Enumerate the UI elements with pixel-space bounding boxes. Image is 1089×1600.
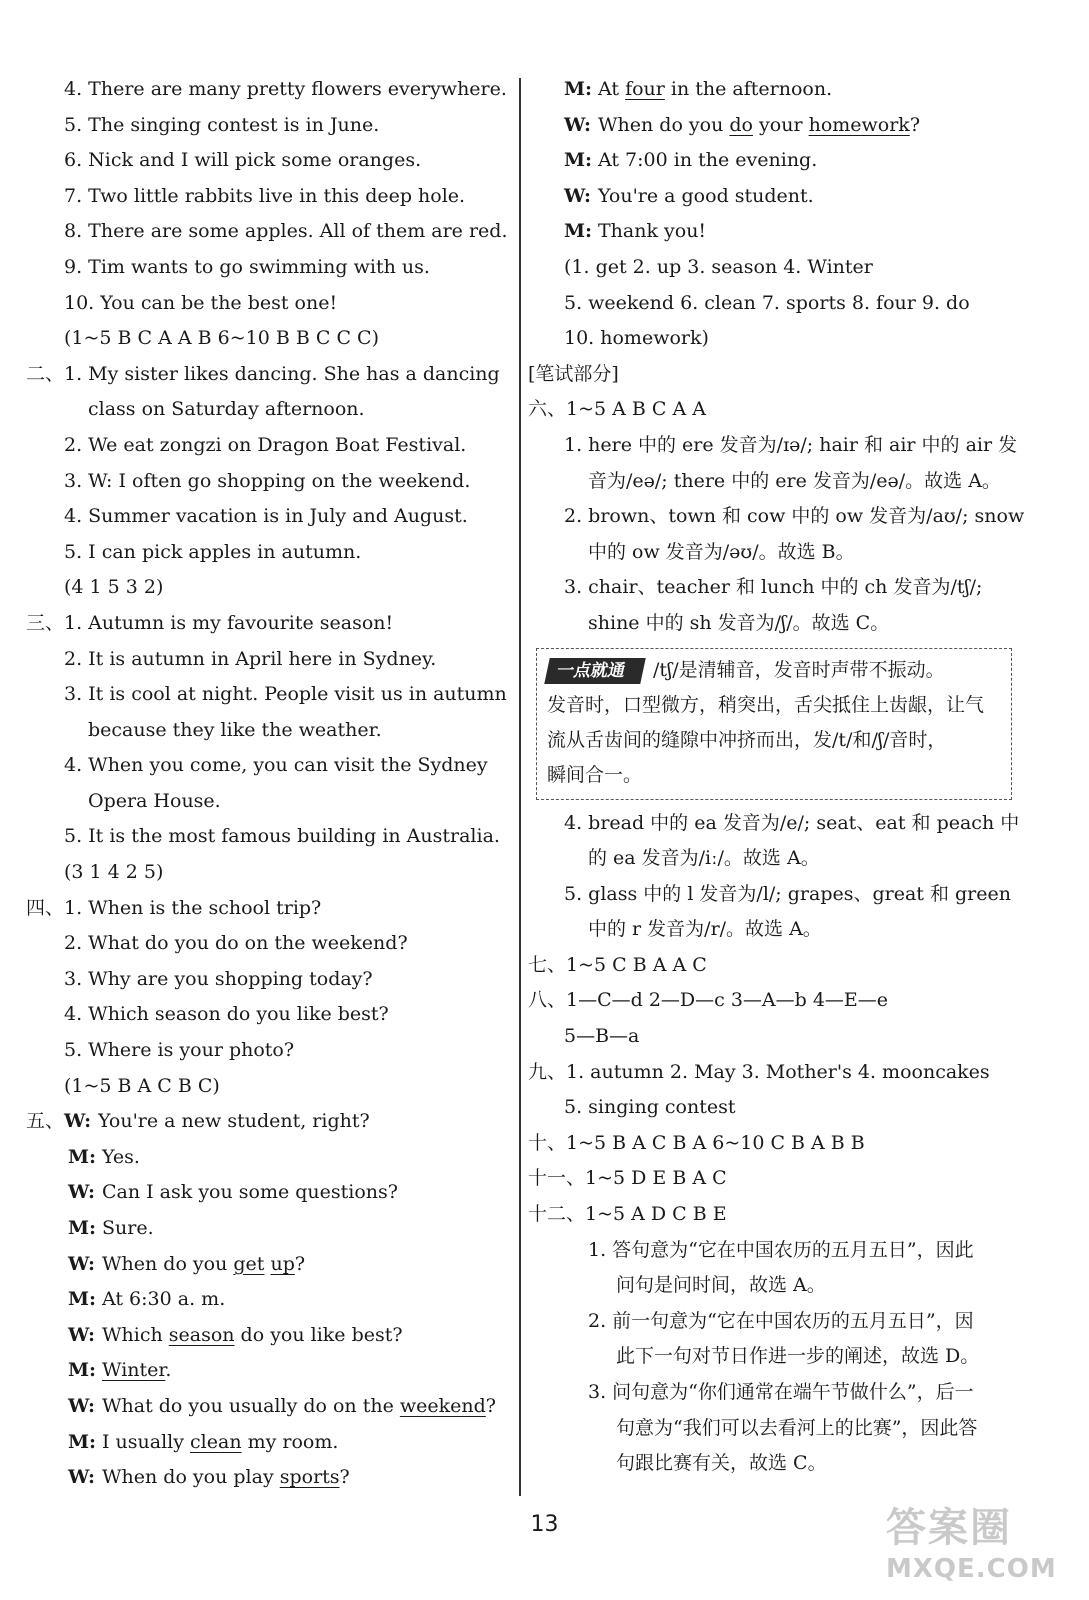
answer-key-line: 5. weekend 6. clean 7. sports 8. four 9. do (564, 291, 970, 314)
answer-key-line: (1~5 B C A A B 6~10 B B C C C) (64, 327, 379, 350)
section-8-heading: 八、1—C—d 2—D—c 3—A—b 4—E—e (528, 989, 889, 1012)
explanation-line: 5. glass 中的 l 发音为/l/; grapes、great 和 green (564, 882, 1011, 905)
dialogue-line (26, 1211, 514, 1247)
underlined-answer: do (729, 113, 753, 136)
underlined-answer: season (168, 1323, 235, 1346)
speaker-label: W: (564, 113, 592, 136)
speaker-label: M: (68, 1359, 97, 1382)
dialogue-text: my room. (241, 1430, 339, 1453)
page-number: 13 (530, 1512, 559, 1537)
explanation-line: 4. bread 中的 ea 发音为/e/; seat、eat 和 peach 中 (564, 811, 1020, 834)
explanation-line: 2. 前一句意为“它在中国农历的五月五日”，因 (588, 1309, 974, 1332)
dialogue-text: At 6:30 a. m. (102, 1288, 226, 1311)
underlined-answer: up (270, 1252, 295, 1275)
dialogue-text: Thank you! (598, 220, 707, 243)
section-12-heading: 十二、1~5 A D C B E (528, 1203, 727, 1226)
dialogue-line (528, 108, 1018, 144)
section-2-heading: 二、1. My sister likes dancing. She has a dancing (26, 362, 500, 385)
dialogue-line (26, 1247, 514, 1283)
speaker-label: W: (68, 1394, 96, 1417)
underlined-answer: weekend (399, 1394, 486, 1417)
dialogue-text: ? (909, 113, 920, 136)
written-part-heading: [笔试部分] (528, 362, 619, 385)
dialogue-text: When do you (102, 1252, 234, 1275)
dialogue-text: ? (294, 1252, 306, 1275)
dialogue-text: You're a good student. (598, 184, 814, 207)
section-11-heading: 十一、1~5 D E B A C (528, 1167, 727, 1190)
listening-line: 7. Two little rabbits live in this deep hole. (64, 184, 466, 207)
listening-line: 10. You can be the best one! (64, 291, 338, 314)
explanation-line: 中的 ow 发音为/əʊ/。故选 B。 (588, 540, 855, 563)
section-2-line: 2. We eat zongzi on Dragon Boat Festival. (64, 433, 467, 456)
tip-box (536, 648, 1012, 800)
section-3-continuation: Opera House. (88, 789, 221, 812)
explanation-line: 1. 答句意为“它在中国农历的五月五日”，因此 (588, 1238, 974, 1261)
left-column (26, 72, 514, 1496)
section-3-answer: (3 1 4 2 5) (64, 861, 164, 884)
dialogue-text: Sure. (102, 1217, 154, 1239)
answer-key-line: (1. get 2. up 3. season 4. Winter (564, 255, 873, 278)
dialogue-text: You're a new student, right? (98, 1110, 370, 1133)
watermark-url: MXQE.COM (886, 1554, 1057, 1584)
section-3-line: 4. When you come, you can visit the Sydney (64, 754, 488, 777)
tip-label: 一点就通 (544, 658, 646, 684)
section-2-line: 3. W: I often go shopping on the weekend. (64, 469, 471, 492)
column-divider (519, 78, 521, 1496)
listening-line: 5. The singing contest is in June. (64, 113, 380, 136)
speaker-label: M: (68, 1145, 97, 1168)
section-4-line: 3. Why are you shopping today? (64, 967, 373, 990)
dialogue-line (26, 1318, 514, 1354)
listening-line: 6. Nick and I will pick some oranges. (64, 149, 422, 172)
dialogue-line (528, 143, 1018, 179)
explanation-line: 此下一句对节日作进一步的阐述，故选 D。 (616, 1345, 980, 1368)
section-2-line: 4. Summer vacation is in July and August. (64, 505, 468, 528)
speaker-label: M: (68, 1288, 97, 1311)
underlined-answer: four (625, 78, 665, 100)
underlined-answer: clean (190, 1430, 242, 1453)
underlined-answer: homework (808, 113, 910, 136)
section-9-heading: 九、1. autumn 2. May 3. Mother's 4. mooncakes (528, 1060, 990, 1083)
watermark-logo (886, 1502, 1076, 1592)
speaker-label: W: (68, 1252, 96, 1275)
dialogue-line (26, 1460, 514, 1496)
underlined-answer: get (233, 1252, 265, 1275)
dialogue-line (26, 1425, 514, 1461)
right-column (528, 72, 1025, 1482)
dialogue-text: Yes. (102, 1145, 140, 1168)
dialogue-line (26, 1175, 514, 1211)
explanation-line: 句跟比赛有关，故选 C。 (616, 1452, 827, 1475)
explanation-line: 2. brown、town 和 cow 中的 ow 发音为/aʊ/; snow (564, 505, 1025, 528)
explanation-line: shine 中的 sh 发音为/ʃ/。故选 C。 (588, 611, 890, 634)
dialogue-text: I usually (102, 1430, 191, 1453)
dialogue-text: At (598, 78, 626, 100)
explanation-line: 的 ea 发音为/iː/。故选 A。 (588, 847, 820, 870)
dialogue-line (26, 1104, 514, 1140)
dialogue-line (26, 1353, 514, 1389)
speaker-label: W: (64, 1110, 92, 1133)
section-3-continuation: because they like the weather. (88, 718, 382, 741)
section-10-heading: 十、1~5 B A C B A 6~10 C B A B B (528, 1131, 865, 1154)
listening-line: 4. There are many pretty flowers everywhere. (64, 78, 507, 100)
section-4-line: 4. Which season do you like best? (64, 1003, 389, 1026)
underlined-answer: Winter (102, 1359, 166, 1382)
section-9-line: 5. singing contest (564, 1096, 736, 1119)
listening-line: 8. There are some apples. All of them are red. (64, 220, 508, 243)
dialogue-text: . (165, 1359, 172, 1382)
tip-text: 流从舌齿间的缝隙中冲挤而出，发/t/和/ʃ/音时， (547, 728, 947, 751)
dialogue-text: ? (339, 1466, 350, 1489)
speaker-label: M: (68, 1430, 97, 1453)
listening-line: 9. Tim wants to go swimming with us. (64, 255, 430, 278)
speaker-label: M: (564, 149, 593, 172)
speaker-label: M: (68, 1217, 97, 1239)
dialogue-text: What do you usually do on the (102, 1394, 400, 1417)
dialogue-line (26, 1140, 514, 1176)
dialogue-line (26, 1282, 514, 1318)
dialogue-line (26, 1389, 514, 1425)
tip-text: 瞬间合一。 (547, 763, 643, 786)
section-3-line: 5. It is the most famous building in Australia. (64, 825, 500, 848)
speaker-label: W: (564, 184, 592, 207)
dialogue-text: At 7:00 in the evening. (598, 149, 818, 172)
dialogue-text: When do you (598, 113, 730, 136)
dialogue-line (528, 72, 1018, 108)
tip-text: 发音时，口型微方，稍突出，舌尖抵住上齿龈，让气 (547, 693, 985, 716)
dialogue-text: When do you play (102, 1466, 280, 1489)
speaker-label: W: (68, 1323, 96, 1346)
explanation-line: 中的 r 发音为/r/。故选 A。 (588, 918, 822, 941)
dialogue-line (528, 214, 1018, 250)
watermark-top: 答案圈 (886, 1505, 1012, 1551)
answer-key-line: 10. homework) (564, 327, 709, 350)
explanation-line: 句意为“我们可以去看河上的比赛”，因此答 (616, 1416, 978, 1439)
dialogue-text: in the afternoon. (664, 78, 833, 100)
section-7-heading: 七、1~5 C B A A C (528, 953, 707, 976)
dialogue-line (528, 179, 1018, 215)
dialogue-text: your (753, 113, 809, 136)
speaker-label: W: (68, 1466, 96, 1489)
underlined-answer: sports (279, 1466, 340, 1489)
tip-text: /tʃ/是清辅音，发音时声带不振动。 (653, 658, 945, 681)
speaker-label: M: (564, 78, 593, 100)
explanation-line: 3. chair、teacher 和 lunch 中的 ch 发音为/tʃ/; (564, 576, 983, 599)
section-3-heading: 三、1. Autumn is my favourite season! (26, 611, 394, 634)
explanation-line: 问句是问时间，故选 A。 (616, 1274, 826, 1297)
speaker-label: W: (68, 1181, 96, 1204)
section-2-answer: (4 1 5 3 2) (64, 576, 164, 599)
section-8-line: 5—B—a (564, 1025, 640, 1048)
section-6-heading: 六、1~5 A B C A A (528, 398, 706, 421)
dialogue-text: Can I ask you some questions? (102, 1181, 398, 1204)
dialogue-text: do you like best? (234, 1323, 403, 1346)
speaker-label: M: (564, 220, 593, 243)
dialogue-text: ? (485, 1394, 496, 1417)
explanation-line: 3. 问句意为“你们通常在端午节做什么”，后一 (588, 1381, 974, 1403)
explanation-line: 1. here 中的 ere 发音为/ɪə/; hair 和 air 中的 air 发 (564, 433, 1018, 456)
section-3-line: 2. It is autumn in April here in Sydney. (64, 647, 437, 670)
section-5-mark: 五、 (26, 1110, 65, 1133)
section-3-line: 3. It is cool at night. People visit us in autumn (64, 683, 507, 706)
section-4-heading: 四、1. When is the school trip? (26, 896, 322, 919)
section-4-line: 2. What do you do on the weekend? (64, 932, 408, 955)
explanation-line: 音为/eə/; there 中的 ere 发音为/eə/。故选 A。 (588, 469, 1001, 492)
dialogue-text: Which (102, 1323, 169, 1346)
section-2-continuation: class on Saturday afternoon. (88, 398, 365, 421)
section-4-answer: (1~5 B A C B C) (64, 1074, 220, 1097)
section-2-line: 5. I can pick apples in autumn. (64, 540, 362, 563)
section-4-line: 5. Where is your photo? (64, 1039, 295, 1062)
tip-line (547, 653, 1001, 688)
